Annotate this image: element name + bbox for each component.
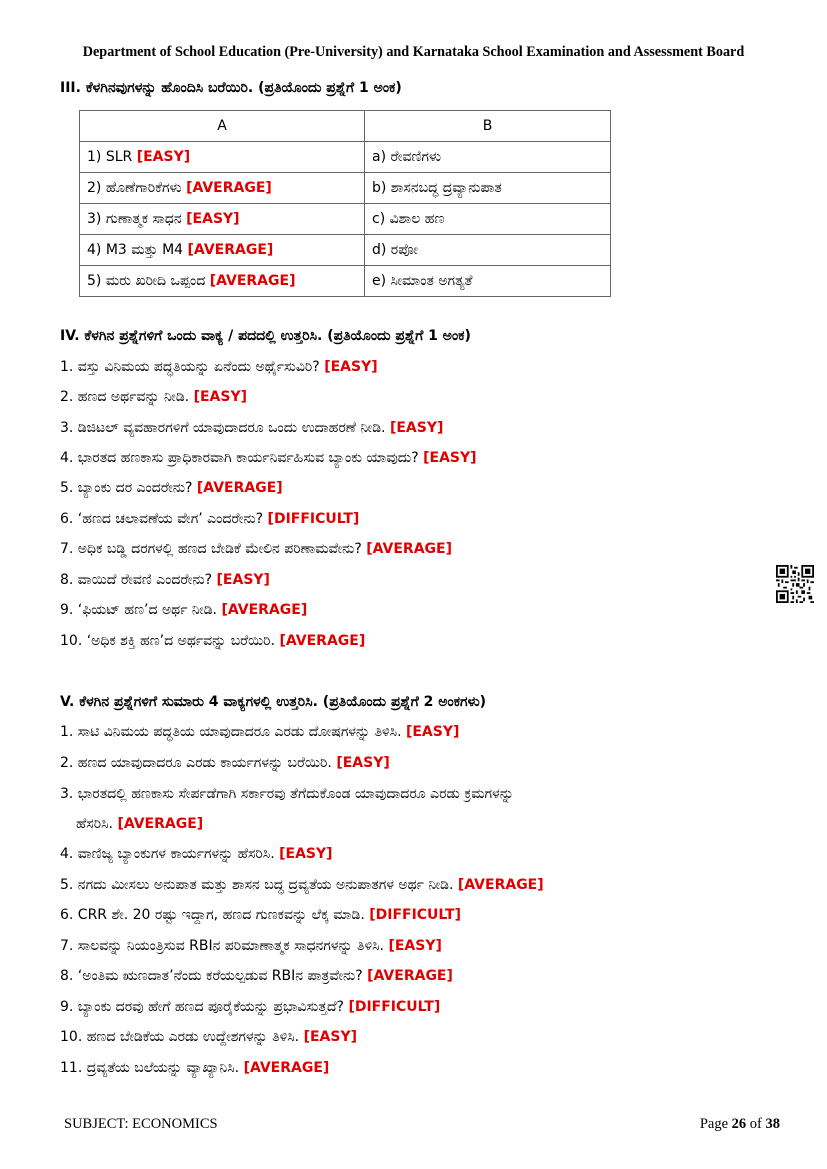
question-text: 8. ‘ಅಂತಿಮ ಋಣದಾತ’ನೆಂದು ಕರೆಯಲ್ಪಡುವ RBIನ ಪಾತ್ರವೇನು? bbox=[60, 968, 368, 984]
cell-a-text: 2) ಹೊಣೆಗಾರಿಕೆಗಳು bbox=[87, 180, 187, 196]
question-item bbox=[60, 999, 440, 1015]
question-item bbox=[60, 846, 333, 862]
question-text: 9. ‘ಫಿಯಟ್ ಹಣ’ದ ಅರ್ಥ ನೀಡಿ. bbox=[60, 602, 222, 618]
difficulty-tag: [AVERAGE] bbox=[243, 1060, 330, 1076]
difficulty-tag: [EASY] bbox=[423, 450, 477, 466]
question-item bbox=[60, 450, 477, 466]
cell-b: b) ಶಾಸನಬದ್ಧ ದ್ರವ್ಯಾನುಪಾತ bbox=[365, 173, 611, 204]
difficulty-tag: [AVERAGE] bbox=[457, 877, 544, 893]
cell-b: d) ರಪೋ bbox=[365, 235, 611, 266]
question-text: 2. ಹಣದ ಯಾವುದಾದರೂ ಎರಡು ಕಾರ್ಯಗಳನ್ನು ಬರೆಯಿರಿ. bbox=[60, 755, 337, 771]
cell-a bbox=[80, 266, 365, 297]
question-item bbox=[60, 907, 461, 923]
table-row bbox=[80, 235, 611, 266]
question-text: 6. CRR ಶೇ. 20 ರಷ್ಟು ಇದ್ದಾಗ, ಹಣದ ಗುಣಕವನ್ನು ಲೆಕ್ಕ ಮಾಡಿ. bbox=[60, 907, 370, 923]
question-text: 7. ಸಾಲವನ್ನು ನಿಯಂತ್ರಿಸುವ RBIನ ಪರಿಮಾಣಾತ್ಮಕ ಸಾಧನಗಳನ್ನು ತಿಳಿಸಿ. bbox=[60, 938, 389, 954]
cell-a-text: 1) SLR bbox=[87, 149, 137, 165]
table-row bbox=[80, 204, 611, 235]
question-text: 4. ವಾಣಿಜ್ಯ ಬ್ಯಾಂಕುಗಳ ಕಾರ್ಯಗಳನ್ನು ಹೆಸರಿಸಿ. bbox=[60, 846, 280, 862]
difficulty-tag: [EASY] bbox=[405, 724, 460, 740]
difficulty-tag: [AVERAGE] bbox=[187, 242, 274, 258]
question-text: 1. ಸಾಟಿ ವಿನಿಮಯ ಪದ್ಧತಿಯ ಯಾವುದಾದರೂ ಎರಡು ದೋಷಗಳನ್ನು ತಿಳಿಸಿ. bbox=[60, 724, 406, 740]
question-continuation bbox=[76, 816, 203, 832]
difficulty-tag: [DIFFICULT] bbox=[267, 511, 360, 527]
difficulty-tag: [EASY] bbox=[136, 149, 191, 165]
document-header: Department of School Education (Pre-University) and Karnataka School Examination and Assessment Board bbox=[82, 44, 745, 60]
difficulty-tag: [AVERAGE] bbox=[221, 602, 308, 618]
difficulty-tag: [AVERAGE] bbox=[196, 480, 283, 496]
question-item bbox=[60, 541, 452, 557]
question-text: 9. ಬ್ಯಾಂಕು ದರವು ಹೇಗೆ ಹಣದ ಪೂರೈಕೆಯನ್ನು ಪ್ರಭಾವಿಸುತ್ತದೆ? bbox=[60, 999, 349, 1015]
question-text: 1. ವಸ್ತು ವಿನಿಮಯ ಪದ್ಧತಿಯನ್ನು ಏನೆಂದು ಅರ್ಥೈಸುವಿರಿ? bbox=[60, 359, 325, 375]
question-text: ಹೆಸರಿಸಿ. bbox=[76, 816, 118, 832]
question-item bbox=[60, 938, 442, 954]
difficulty-tag: [DIFFICULT] bbox=[369, 907, 461, 923]
question-item bbox=[60, 511, 359, 527]
difficulty-tag: [EASY] bbox=[388, 938, 442, 954]
question-text: 6. ‘ಹಣದ ಚಲಾವಣೆಯ ವೇಗ’ ಎಂದರೇನು? bbox=[60, 511, 268, 527]
question-text: 5. ಬ್ಯಾಂಕು ದರ ಎಂದರೇನು? bbox=[60, 480, 197, 496]
cell-a bbox=[80, 173, 365, 204]
page-current: 26 bbox=[731, 1116, 747, 1132]
cell-b: e) ಸೀಮಾಂತ ಅಗತ್ಯತೆ bbox=[365, 266, 611, 297]
question-text: 3. ಭಾರತದಲ್ಲಿ ಹಣಕಾಸು ಸೇರ್ಪಡೆಗಾಗಿ ಸರ್ಕಾರವು ತೆಗೆದುಕೊಂಡ ಯಾವುದಾದರೂ ಎರಡು ಕ್ರಮಗಳನ್ನು bbox=[60, 786, 514, 802]
question-text: 7. ಅಧಿಕ ಬಡ್ಡಿ ದರಗಳಲ್ಲಿ ಹಣದ ಬೇಡಿಕೆ ಮೇಲಿನ ಪರಿಣಾಮವೇನು? bbox=[60, 541, 367, 557]
difficulty-tag: [AVERAGE] bbox=[366, 541, 452, 557]
section-3-title: III. ಕೆಳಗಿನವುಗಳನ್ನು ಹೊಂದಿಸಿ ಬರೆಯಿರಿ. (ಪ್ರತಿಯೊಂದು ಪ್ರಶ್ನೆಗೆ 1 ಅಂಕ) bbox=[60, 80, 402, 96]
difficulty-tag: [EASY] bbox=[186, 211, 240, 227]
question-item bbox=[60, 786, 514, 802]
question-item bbox=[60, 724, 459, 740]
question-item bbox=[60, 968, 453, 984]
difficulty-tag: [AVERAGE] bbox=[186, 180, 272, 196]
question-item bbox=[60, 877, 544, 893]
question-text: 3. ಡಿಜಿಟಲ್ ವ್ಯವಹಾರಗಳಿಗೆ ಯಾವುದಾದರೂ ಒಂದು ಉದಾಹರಣೆ ನೀಡಿ. bbox=[60, 420, 390, 436]
difficulty-tag: [AVERAGE] bbox=[279, 633, 366, 649]
table-row bbox=[80, 266, 611, 297]
table-row bbox=[80, 173, 611, 204]
difficulty-tag: [EASY] bbox=[336, 755, 390, 771]
difficulty-tag: [EASY] bbox=[279, 846, 333, 862]
page-of: of bbox=[746, 1116, 766, 1132]
table-header-row bbox=[80, 111, 611, 142]
difficulty-tag: [DIFFICULT] bbox=[348, 999, 441, 1015]
question-item bbox=[60, 420, 443, 436]
cell-a bbox=[80, 204, 365, 235]
question-item bbox=[60, 633, 365, 649]
difficulty-tag: [EASY] bbox=[303, 1029, 357, 1045]
cell-b: c) ವಿಶಾಲ ಹಣ bbox=[365, 204, 611, 235]
match-table bbox=[79, 110, 611, 297]
column-b-header: B bbox=[365, 111, 611, 142]
page-total: 38 bbox=[765, 1116, 780, 1132]
difficulty-tag: [AVERAGE] bbox=[117, 816, 204, 832]
question-item bbox=[60, 1060, 329, 1076]
difficulty-tag: [EASY] bbox=[389, 420, 444, 436]
question-item bbox=[60, 572, 270, 588]
difficulty-tag: [AVERAGE] bbox=[367, 968, 453, 984]
table-row bbox=[80, 142, 611, 173]
section-4-title: IV. ಕೆಳಗಿನ ಪ್ರಶ್ನೆಗಳಿಗೆ ಒಂದು ವಾಕ್ಯ / ಪದದಲ್ಲಿ ಉತ್ತರಿಸಿ. (ಪ್ರತಿಯೊಂದು ಪ್ರಶ್ನೆಗೆ 1 ಅಂಕ) bbox=[60, 328, 471, 344]
cell-b: a) ರೇವಣಿಗಳು bbox=[365, 142, 611, 173]
question-text: 4. ಭಾರತದ ಹಣಕಾಸು ಪ್ರಾಧಿಕಾರವಾಗಿ ಕಾರ್ಯನಿರ್ವಹಿಸುವ ಬ್ಯಾಂಕು ಯಾವುದು? bbox=[60, 450, 424, 466]
cell-a bbox=[80, 142, 365, 173]
question-item bbox=[60, 1029, 357, 1045]
difficulty-tag: [EASY] bbox=[193, 389, 247, 405]
section-5-title: V. ಕೆಳಗಿನ ಪ್ರಶ್ನೆಗಳಿಗೆ ಸುಮಾರು 4 ವಾಕ್ಯಗಳಲ್ಲಿ ಉತ್ತರಿಸಿ. (ಪ್ರತಿಯೊಂದು ಪ್ರಶ್ನೆಗೆ 2 ಅಂಕಗಳು) bbox=[60, 694, 487, 710]
question-text: 8. ವಾಯಿದೆ ರೇವಣಿ ಎಂದರೇನು? bbox=[60, 572, 217, 588]
question-text: 11. ದ್ರವ್ಯತೆಯ ಬಲೆಯನ್ನು ವ್ಯಾಖ್ಯಾನಿಸಿ. bbox=[60, 1060, 244, 1076]
cell-a-text: 5) ಮರು ಖರೀದಿ ಒಪ್ಪಂದ bbox=[87, 273, 210, 289]
difficulty-tag: [AVERAGE] bbox=[209, 273, 296, 289]
cell-a-text: 3) ಗುಣಾತ್ಮಕ ಸಾಧನ bbox=[87, 211, 187, 227]
cell-a-text: 4) M3 ಮತ್ತು M4 bbox=[87, 242, 188, 258]
question-text: 10. ಹಣದ ಬೇಡಿಕೆಯ ಎರಡು ಉದ್ದೇಶಗಳನ್ನು ತಿಳಿಸಿ. bbox=[60, 1029, 304, 1045]
difficulty-tag: [EASY] bbox=[324, 359, 378, 375]
question-text: 2. ಹಣದ ಅರ್ಥವನ್ನು ನೀಡಿ. bbox=[60, 389, 194, 405]
question-item bbox=[60, 602, 307, 618]
question-text: 10. ‘ಅಧಿಕ ಶಕ್ತಿ ಹಣ’ದ ಅರ್ಥವನ್ನು ಬರೆಯಿರಿ. bbox=[60, 633, 280, 649]
difficulty-tag: [EASY] bbox=[216, 572, 270, 588]
question-item bbox=[60, 359, 378, 375]
cell-a bbox=[80, 235, 365, 266]
footer-subject: SUBJECT: ECONOMICS bbox=[64, 1116, 218, 1132]
qr-code-icon bbox=[776, 565, 814, 603]
page-prefix: Page bbox=[699, 1116, 732, 1132]
question-item bbox=[60, 755, 390, 771]
column-a-header: A bbox=[80, 111, 365, 142]
question-item bbox=[60, 389, 247, 405]
question-text: 5. ನಗದು ಮೀಸಲು ಅನುಪಾತ ಮತ್ತು ಶಾಸನ ಬದ್ಧ ದ್ರವ್ಯತೆಯ ಅನುಪಾತಗಳ ಅರ್ಥ ನೀಡಿ. bbox=[60, 877, 458, 893]
footer-page-number bbox=[700, 1116, 780, 1133]
question-item bbox=[60, 480, 283, 496]
